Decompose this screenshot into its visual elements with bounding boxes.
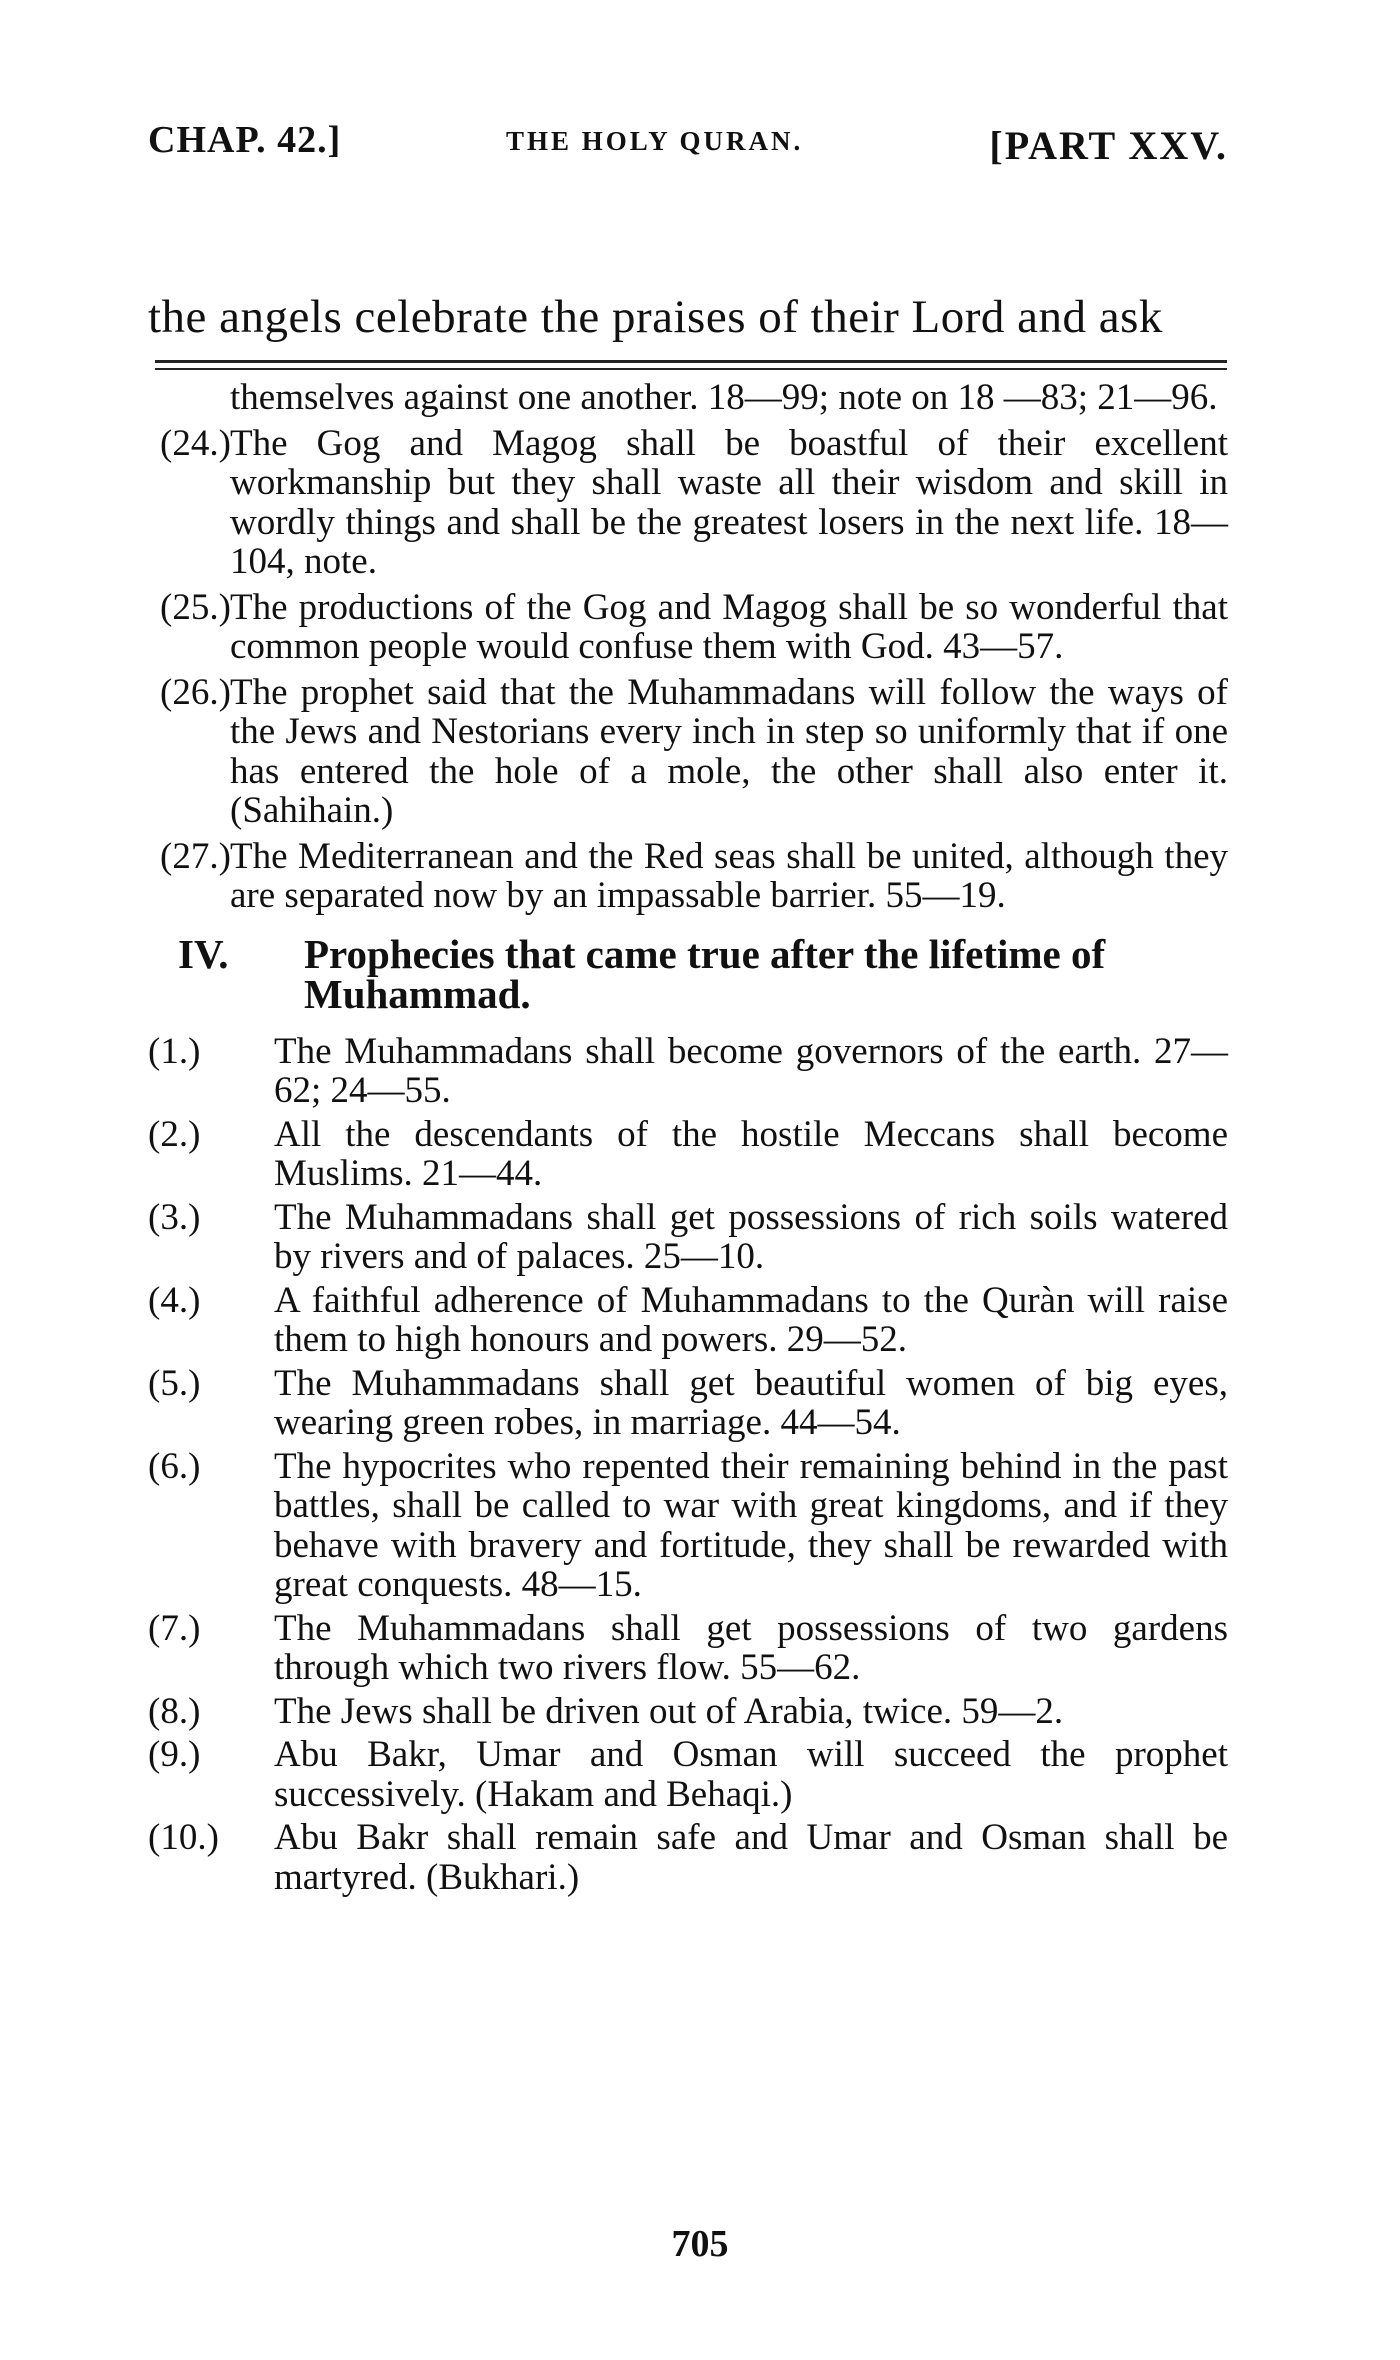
list-item bbox=[148, 1115, 1228, 1194]
item-text: The Muhammadans shall get possessions of two gardens through which two rivers flow. 55—62. bbox=[274, 1607, 1228, 1688]
item-number: (5.) bbox=[148, 1362, 201, 1404]
item-number: (7.) bbox=[148, 1607, 201, 1649]
list-item bbox=[148, 1281, 1228, 1360]
part-label: [PART XXV. bbox=[989, 123, 1228, 168]
item-number: (24.) bbox=[160, 422, 231, 464]
item-number: (4.) bbox=[148, 1279, 201, 1321]
list-item bbox=[148, 837, 1228, 916]
body-text bbox=[148, 378, 1228, 1897]
item-text: The hypocrites who repented their remaining behind in the past battles, shall be called to war with great kingdoms, and if they behave with bravery and fortitude, they shall be rewarded with great conquests. 48—15. bbox=[274, 1445, 1228, 1605]
item-number: (8.) bbox=[148, 1690, 201, 1732]
page-top-line: the angels celebrate the praises of their Lord and ask bbox=[148, 291, 1163, 343]
list-item bbox=[148, 673, 1228, 831]
item-text: Abu Bakr, Umar and Osman will succeed the prophet successively. (Hakam and Behaqi.) bbox=[274, 1734, 1228, 1815]
divider-rule bbox=[155, 360, 1227, 363]
list-item bbox=[148, 1735, 1228, 1814]
item-number: (1.) bbox=[148, 1030, 201, 1072]
item-number: (27.) bbox=[160, 835, 231, 877]
item-text: The prophet said that the Muhammadans will follow the ways of the Jews and Nestorians every inch in step so uniformly that if one has entered the hole of a mole, the other shall also enter it. (Sahihain.) bbox=[230, 671, 1228, 831]
item-text: Abu Bakr shall remain safe and Umar and Osman shall be martyred. (Bukhari.) bbox=[274, 1817, 1228, 1898]
item-number: (3.) bbox=[148, 1196, 201, 1238]
item-text: The Gog and Magog shall be boastful of their excellent workmanship but they shall waste all their wisdom and skill in wordly things and shall be the greatest losers in the next life. 18—104, note. bbox=[230, 422, 1228, 582]
page-number: 705 bbox=[671, 2223, 729, 2265]
item-number: (25.) bbox=[160, 586, 231, 628]
item-number: (2.) bbox=[148, 1113, 201, 1155]
section-heading bbox=[148, 930, 1228, 1017]
item-text: The Muhammadans shall become governors of the earth. 27—62; 24—55. bbox=[274, 1030, 1228, 1111]
item-number: (10.) bbox=[148, 1817, 219, 1858]
list-item bbox=[148, 1818, 1228, 1897]
list-item bbox=[148, 1198, 1228, 1277]
item-text: The Jews shall be driven out of Arabia, twice. 59—2. bbox=[274, 1690, 1064, 1732]
item-number: (26.) bbox=[160, 671, 231, 713]
section-list bbox=[148, 1032, 1228, 1898]
list-item bbox=[148, 1364, 1228, 1443]
divider-rule-secondary bbox=[155, 368, 1227, 370]
section-number: IV. bbox=[178, 930, 229, 977]
list-item bbox=[148, 1032, 1228, 1111]
running-head bbox=[148, 118, 1228, 168]
list-item bbox=[148, 1447, 1228, 1605]
list-item bbox=[148, 1692, 1228, 1732]
continued-paragraph: themselves against one another. 18—99; note on 18 —83; 21—96. bbox=[230, 377, 1218, 418]
item-text: All the descendants of the hostile Meccans shall become Muslims. 21—44. bbox=[274, 1113, 1228, 1194]
item-number: (6.) bbox=[148, 1445, 201, 1487]
book-title: THE HOLY QURAN. bbox=[506, 126, 804, 156]
item-text: A faithful adherence of Muhammadans to the Quràn will raise them to high honours and powers. 29—52. bbox=[274, 1279, 1228, 1360]
item-text: The Muhammadans shall get beautiful women of big eyes, wearing green robes, in marriage. 44—54. bbox=[274, 1362, 1228, 1443]
chapter-label: CHAP. 42.] bbox=[148, 119, 342, 161]
list-item bbox=[148, 424, 1228, 582]
list-item bbox=[148, 1609, 1228, 1688]
item-text: The Mediterranean and the Red seas shall be united, although they are separated now by an impassable barrier. 55—19. bbox=[230, 835, 1228, 916]
section-title: Prophecies that came true after the lifetime of Muhammad. bbox=[304, 930, 1106, 1017]
list-item bbox=[148, 588, 1228, 667]
item-text: The Muhammadans shall get possessions of rich soils watered by rivers and of palaces. 25—10. bbox=[274, 1196, 1228, 1277]
item-number: (9.) bbox=[148, 1734, 201, 1775]
item-text: The productions of the Gog and Magog shall be so wonderful that common people would confuse them with God. 43—57. bbox=[230, 586, 1228, 667]
